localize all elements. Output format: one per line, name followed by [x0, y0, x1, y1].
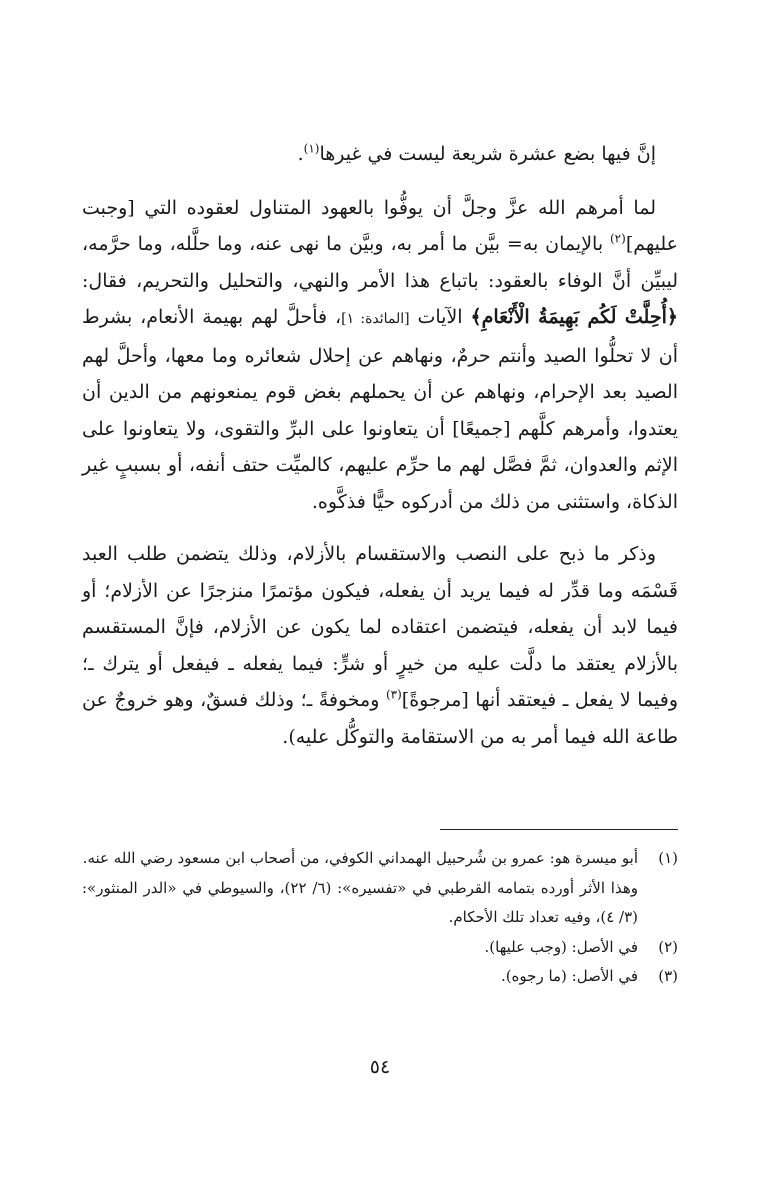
paragraph-3-part-b: ومخوفةً ـ؛ وذلك فسقٌ، وهو خروجٌ عن طاعة الله فيما أمر به من الاستقامة والتوكُّل عليه).: [82, 689, 678, 748]
footnote-text: وهذا الأثر أورده بتمامه القرطبي في «تفسيره»: (٦/ ٢٢)، والسيوطي في «الدر المنثور»: (٣/ ٤)، وفيه تعداد تلك الأحكام.: [82, 878, 638, 926]
paragraph-2-part-b: بالإيمان به= بيَّن ما أمر به، وبيَّن ما نهى عنه، وما حلَّله، وما حرَّمه، ليبيِّن أنَّ الوفاء بالعقود: باتباع هذا الأمر والنهي، والتحليل والتحريم، فقال:: [82, 233, 678, 292]
paragraph-1-text: إنَّ فيها بضع عشرة شريعة ليست في غيرها: [319, 143, 656, 165]
main-text: [82, 136, 678, 755]
footnote-2: [82, 933, 678, 963]
surah-reference: [المائدة: ١]: [341, 311, 410, 327]
footnote-number: (٢): [658, 937, 678, 956]
quran-verse: ﴿أُحِلَّتْ لَكُم بَهِيمَةُ الْأَنْعَامِ﴾: [470, 306, 678, 328]
footnote-divider: [440, 829, 678, 830]
footnote-ref-2: (٢): [609, 231, 626, 246]
footnote-ref-3: (٣): [385, 687, 402, 702]
footnote-text: أبو ميسرة هو: عمرو بن شُرحبيل الهمداني الكوفي، من أصحاب ابن مسعود رضي الله عنه.: [82, 849, 638, 867]
footnote-ref-1: (١): [303, 141, 320, 156]
footnote-text: في الأصل: (وجب عليها).: [484, 937, 638, 956]
page-number: ٥٤: [369, 1056, 391, 1078]
paragraph-3: [82, 536, 678, 755]
footnotes: [82, 844, 678, 992]
footnote-text: في الأصل: (ما رجوه).: [500, 967, 638, 985]
footnote-number: (٣): [658, 967, 678, 985]
footnote-number: (١): [658, 849, 678, 867]
paragraph-2-part-d: ، فأحلَّ لهم بهيمة الأنعام، بشرط أن لا تحلُّوا الصيد وأنتم حرمٌ، ونهاهم عن إحلال شعائره وما معها، وأحلَّ لهم الصيد بعد الإحرام، ونهاهم عن أن يحملهم بغض قوم يمنعونهم من الدين أن يعتدوا، وأمرهم كلَّهم [جميعًا] أن يتعاونوا على البرِّ والتقوى، ولا يتعاونوا على الإثم والعدوان، ثمَّ فصَّل لهم ما حرِّم عليهم، كالميِّت حتف أنفه، أو بسببٍ غير الذكاة، واستثنى من ذلك من أدركوه حيًّا فذكَّوه.: [82, 306, 678, 513]
footnote-1-continuation: [82, 874, 638, 933]
paragraph-3-part-a: وذكر ما ذبح على النصب والاستقسام بالأزلام، وذلك يتضمن طلب العبد قَسْمَه وما قدِّر له فيما يريد أن يفعله، فيكون مؤتمرًا منزجرًا عن الأزلام؛ أو فيما لابد أن يفعله، فيتضمن اعتقاده لما يكون عن الأزلام، فإنَّ المستقسم بالأزلام يعتقد ما دلَّت عليه من خيرٍ أو شرٍّ: فيما يفعله ـ فيفعل أو يترك ـ؛ وفيما لا يفعل ـ فيعتقد أنها [مرجوةً]: [82, 543, 678, 711]
footnote-3: [82, 962, 678, 992]
footnote-1: [82, 844, 678, 874]
paragraph-2-part-c: الآيات: [409, 306, 471, 328]
paragraph-1: [82, 136, 678, 173]
paragraph-2-part-a: لما أمرهم الله عزَّ وجلَّ أن يوفُّوا بالعهود المتناول لعقوده التي [وجبت عليهم]: [82, 196, 678, 255]
paragraph-2: [82, 190, 678, 521]
paragraph-1-end: .: [297, 143, 304, 165]
